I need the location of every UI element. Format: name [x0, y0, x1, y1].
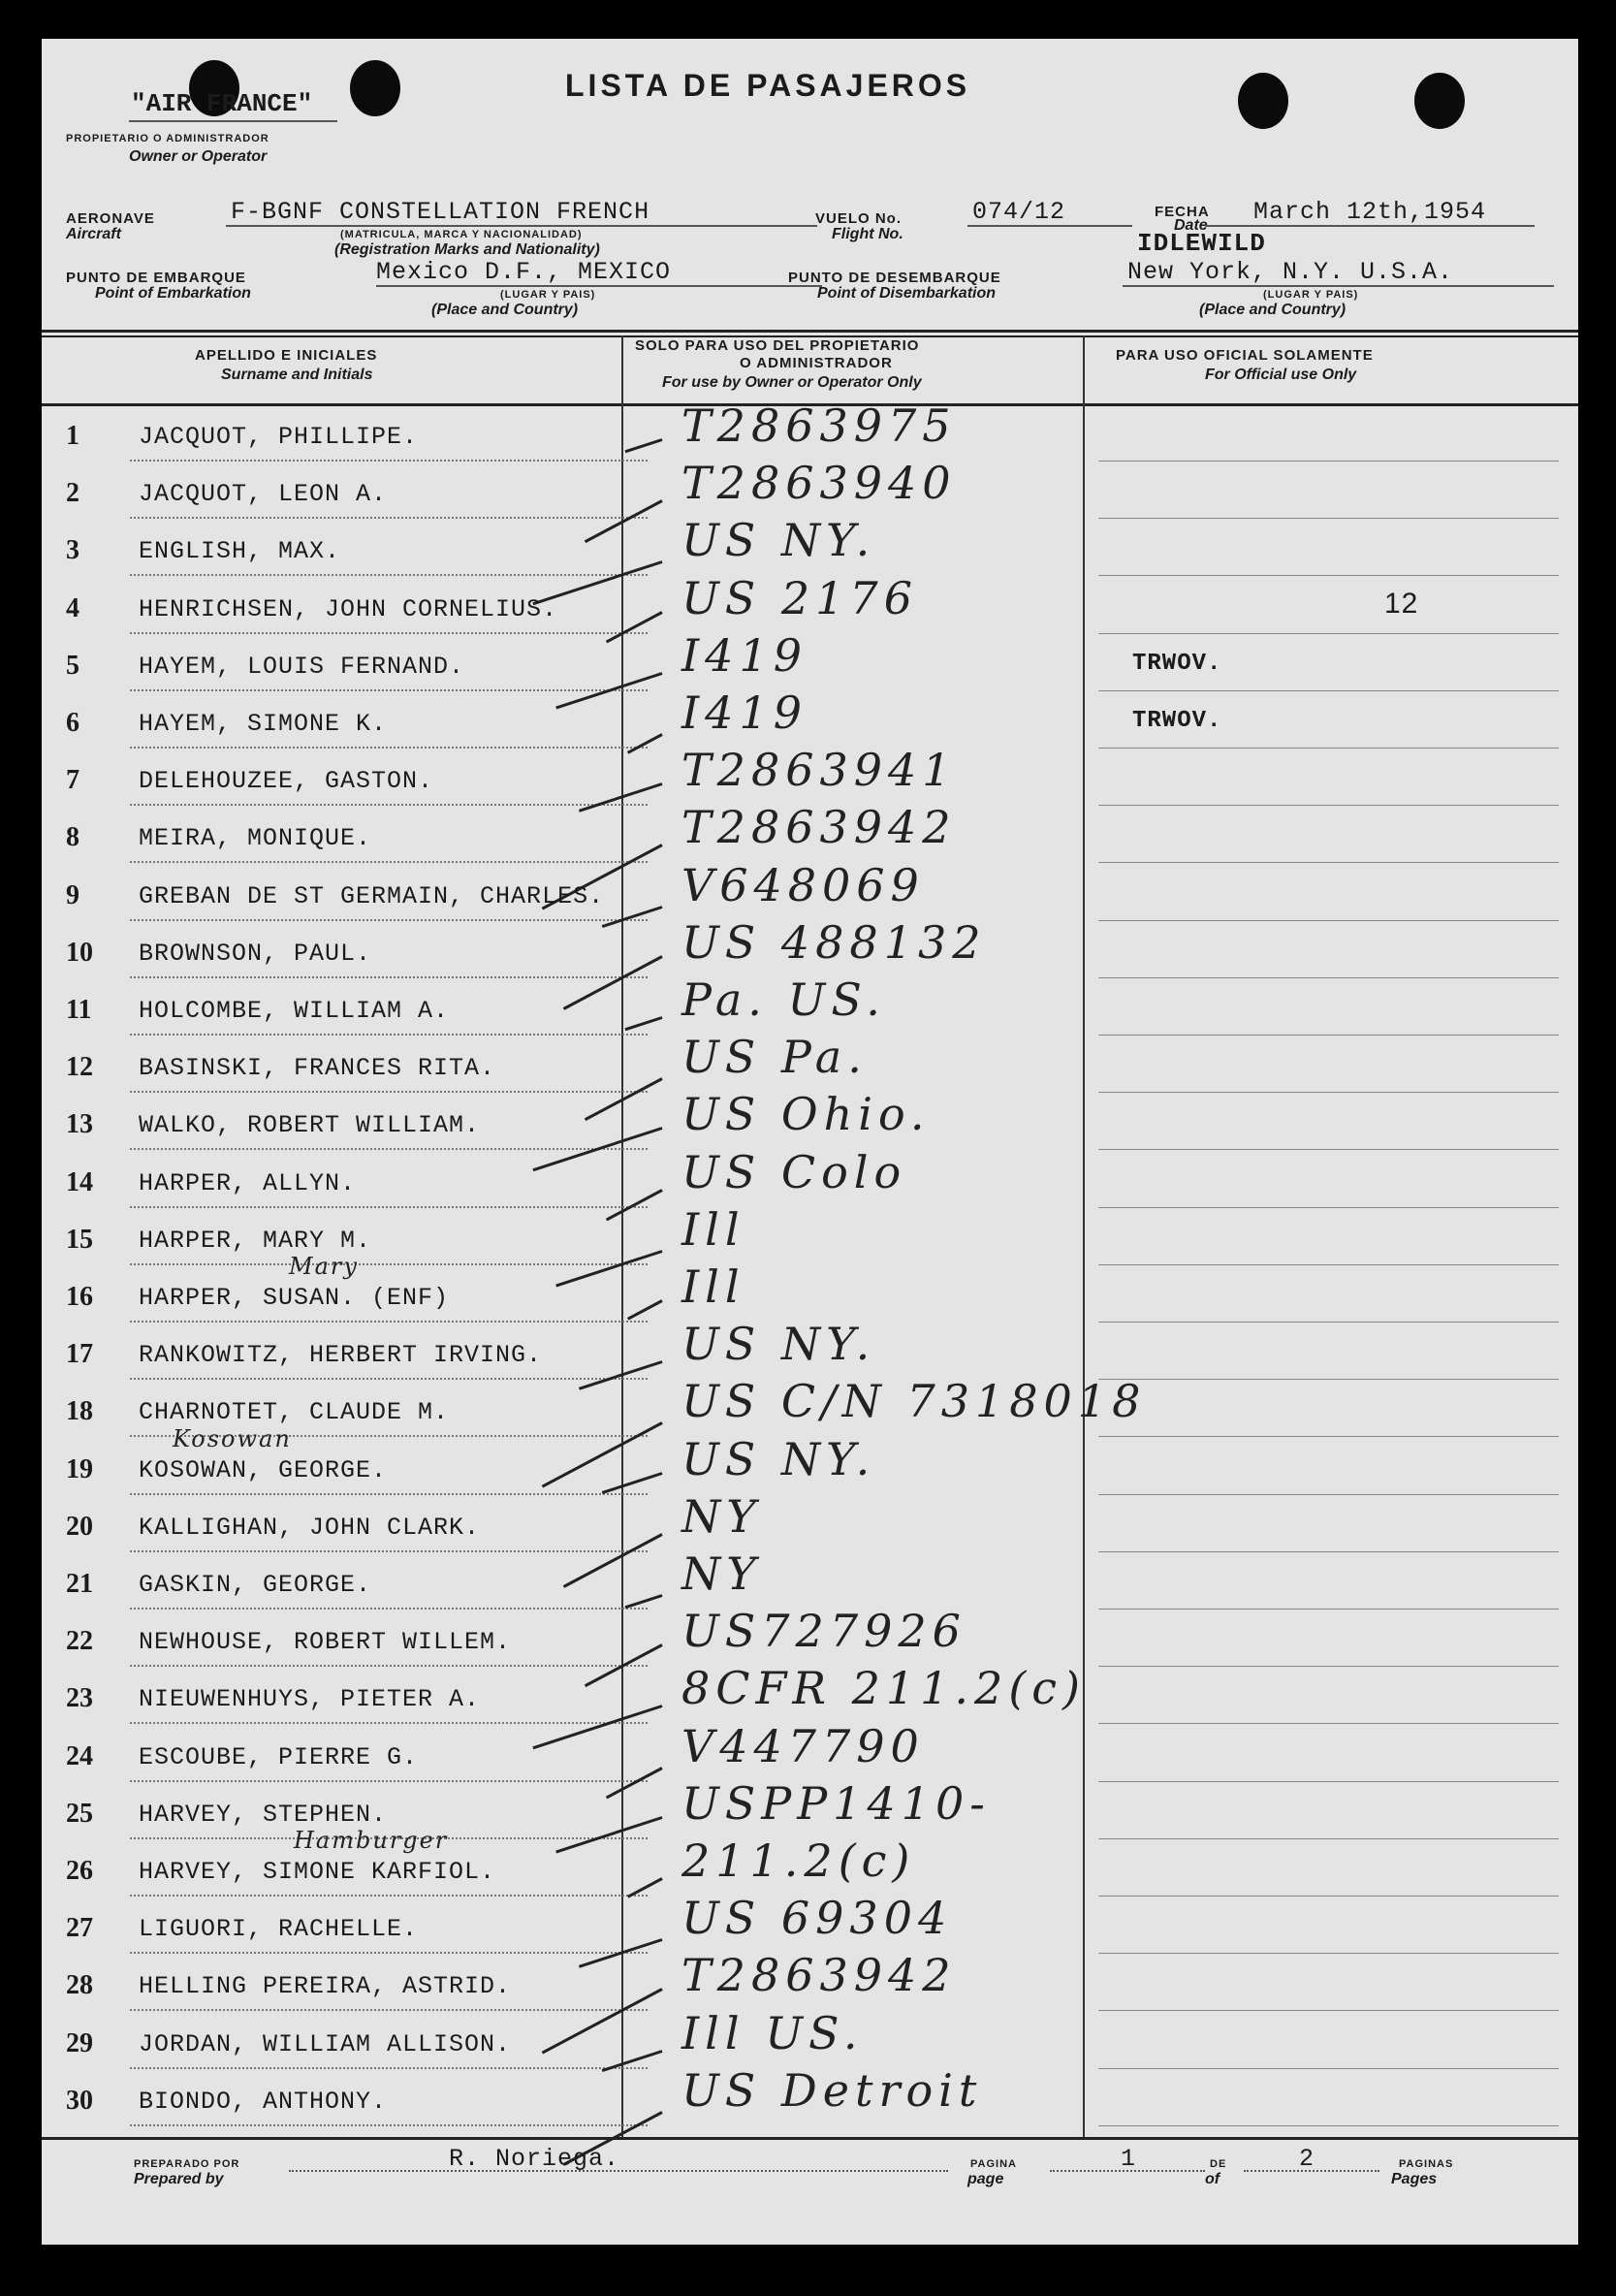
embark-underline	[376, 285, 822, 287]
total-pages: 2	[1299, 2145, 1315, 2173]
official-row-line	[1098, 690, 1559, 691]
row-number: 30	[66, 2085, 93, 2116]
owner-notation: T2863942	[681, 801, 957, 854]
passenger-row	[42, 2063, 1578, 2132]
owner-notation: Ill	[681, 1202, 745, 1256]
row-dotted-line	[130, 574, 648, 576]
row-dotted-line	[130, 1148, 648, 1150]
owner-notation: I419	[681, 686, 808, 739]
passenger-name: NIEUWENHUYS, PIETER A.	[139, 1685, 481, 1714]
operator-label: PROPIETARIO O ADMINISTRADOR	[66, 133, 269, 144]
row-dotted-line	[130, 919, 648, 921]
passenger-name: JORDAN, WILLIAM ALLISON.	[139, 2029, 512, 2058]
row-number: 24	[66, 1740, 93, 1771]
row-number: 6	[66, 708, 79, 738]
passenger-name: BROWNSON, PAUL.	[139, 939, 372, 968]
row-number: 10	[66, 937, 93, 968]
official-row-line	[1098, 1436, 1559, 1437]
page-title: LISTA DE PASAJEROS	[565, 68, 971, 103]
row-number: 11	[66, 995, 92, 1025]
official-row-line	[1098, 805, 1559, 806]
owner-notation: T2863942	[681, 1949, 957, 2002]
col-official-header-en: For Official use Only	[1205, 367, 1357, 383]
row-dotted-line	[130, 2009, 648, 2011]
col-surname-header: APELLIDO E INICIALES	[195, 347, 378, 364]
row-dotted-line	[130, 517, 648, 519]
check-mark	[606, 611, 663, 643]
embark-label-en: Point of Embarkation	[95, 285, 251, 302]
pages-label: PAGINAS	[1399, 2158, 1454, 2170]
passenger-name: HARPER, ALLYN.	[139, 1168, 357, 1197]
prepared-label-en: Prepared by	[134, 2171, 224, 2187]
manifest-page	[42, 39, 1578, 2245]
operator-underline	[129, 120, 337, 122]
owner-notation: US Detroit	[681, 2063, 983, 2117]
disembark-caption: (LUGAR Y PAIS)	[1263, 289, 1359, 301]
passenger-name: HAYEM, LOUIS FERNAND.	[139, 652, 465, 681]
passenger-name: KALLIGHAN, JOHN CLARK.	[139, 1513, 481, 1542]
official-row-line	[1098, 1781, 1559, 1782]
official-row-line	[1098, 1896, 1559, 1897]
passenger-row	[42, 1202, 1578, 1271]
official-notation: TRWOV.	[1132, 650, 1222, 677]
owner-notation: Pa. US.	[681, 973, 886, 1026]
date-label: FECHA	[1155, 204, 1210, 220]
row-dotted-line	[130, 1378, 648, 1380]
owner-notation: 211.2(c)	[681, 1834, 916, 1887]
check-mark	[624, 1016, 662, 1031]
official-row-line	[1098, 977, 1559, 978]
owner-notation: Ill US.	[681, 2006, 864, 2059]
prepared-by-value: R. Noriega.	[449, 2145, 620, 2173]
passenger-name: ESCOUBE, PIERRE G.	[139, 1742, 419, 1771]
owner-notation: US Ohio.	[681, 1088, 931, 1141]
passenger-row	[42, 1424, 1578, 1501]
official-row-line	[1098, 1723, 1559, 1724]
row-number: 29	[66, 2027, 93, 2058]
aircraft-label-en: Aircraft	[66, 226, 121, 242]
passenger-name: WALKO, ROBERT WILLIAM.	[139, 1111, 481, 1140]
owner-notation: US NY.	[681, 1318, 876, 1371]
official-row-line	[1098, 2010, 1559, 2011]
owner-notation: 8CFR 211.2(c)	[681, 1662, 1086, 1715]
row-number: 1	[66, 421, 79, 451]
row-number: 18	[66, 1396, 93, 1427]
flight-number: 074/12	[972, 198, 1066, 226]
official-row-line	[1098, 1666, 1559, 1667]
col-official-header: PARA USO OFICIAL SOLAMENTE	[1116, 347, 1374, 364]
date-value: March 12th,1954	[1253, 198, 1487, 226]
owner-notation: US 2176	[681, 571, 918, 624]
row-dotted-line	[130, 632, 648, 634]
passenger-name: HENRICHSEN, JOHN CORNELIUS.	[139, 594, 558, 623]
row-number: 12	[66, 1052, 93, 1083]
row-dotted-line	[130, 1665, 648, 1667]
row-dotted-line	[130, 1493, 648, 1495]
row-number: 26	[66, 1856, 93, 1886]
handwritten-annotation: Mary	[289, 1253, 359, 1280]
disembark-value: New York, N.Y. U.S.A.	[1127, 258, 1454, 286]
row-number: 8	[66, 822, 79, 853]
col-owner-header: SOLO PARA USO DEL PROPIETARIO	[635, 337, 920, 354]
handwritten-annotation: Hamburger	[294, 1827, 449, 1854]
page-label: PAGINA	[970, 2158, 1017, 2170]
row-number: 9	[66, 879, 79, 910]
prepared-underline	[289, 2170, 948, 2172]
disembark-caption-en: (Place and Country)	[1199, 302, 1347, 318]
page-underline	[1050, 2170, 1205, 2172]
aircraft-caption: (MATRICULA, MARCA Y NACIONALIDAD)	[340, 229, 583, 240]
official-notation: TRWOV.	[1132, 708, 1222, 734]
passenger-name: JACQUOT, LEON A.	[139, 480, 388, 509]
check-mark	[627, 1299, 663, 1320]
owner-notation: US NY.	[681, 1432, 876, 1485]
owner-notation: NY	[681, 1547, 762, 1600]
row-number: 2	[66, 478, 79, 509]
official-row-line	[1098, 2125, 1559, 2126]
punch-hole	[1414, 73, 1465, 129]
row-dotted-line	[130, 1608, 648, 1610]
check-mark	[627, 733, 663, 753]
row-number: 19	[66, 1453, 93, 1484]
disembark-label-en: Point of Disembarkation	[817, 285, 997, 302]
row-dotted-line	[130, 747, 648, 749]
disembark-airport: IDLEWILD	[1137, 229, 1266, 258]
official-row-line	[1098, 748, 1559, 749]
aircraft-label: AERONAVE	[66, 210, 155, 227]
page-label-en: page	[967, 2171, 1004, 2187]
owner-notation: Ill	[681, 1260, 745, 1313]
official-row-line	[1098, 1953, 1559, 1954]
official-row-line	[1098, 633, 1559, 634]
official-row-line	[1098, 1838, 1559, 1839]
passenger-name: HARVEY, STEPHEN.	[139, 1800, 388, 1829]
passenger-name: HAYEM, SIMONE K.	[139, 710, 388, 738]
row-dotted-line	[130, 1091, 648, 1093]
official-row-line	[1098, 1551, 1559, 1552]
official-row-line	[1098, 1092, 1559, 1093]
table-top-rule	[42, 330, 1578, 333]
passenger-row	[42, 1489, 1578, 1558]
punch-hole	[350, 60, 400, 116]
row-number: 3	[66, 535, 79, 566]
pages-label-en: Pages	[1391, 2171, 1438, 2187]
owner-notation: T2863940	[681, 457, 957, 510]
owner-notation: V648069	[681, 858, 925, 911]
passenger-name: HARPER, MARY M.	[139, 1226, 372, 1255]
passenger-name: NEWHOUSE, ROBERT WILLEM.	[139, 1628, 512, 1657]
flight-label-en: Flight No.	[832, 226, 903, 242]
col-surname-header-en: Surname and Initials	[221, 367, 373, 383]
row-number: 15	[66, 1224, 93, 1255]
row-dotted-line	[130, 976, 648, 978]
punch-hole	[1238, 73, 1288, 129]
owner-notation: T2863975	[681, 399, 957, 452]
official-row-line	[1098, 1609, 1559, 1610]
col-owner-header-2: O ADMINISTRADOR	[740, 355, 893, 371]
check-mark	[602, 1472, 663, 1494]
owner-notation: V447790	[681, 1719, 925, 1772]
row-dotted-line	[130, 689, 648, 691]
row-dotted-line	[130, 1780, 648, 1782]
official-row-line	[1098, 575, 1559, 576]
owner-notation: USPP1410-	[681, 1776, 991, 1830]
passenger-name: CHARNOTET, CLAUDE M.	[139, 1398, 450, 1427]
official-row-line	[1098, 1322, 1559, 1323]
passenger-name: HARPER, SUSAN. (ENF)	[139, 1284, 450, 1312]
official-row-line	[1098, 1035, 1559, 1036]
operator-name: "AIR FRANCE"	[131, 89, 313, 118]
owner-notation: US C/N 7318018	[681, 1375, 1147, 1428]
official-notation: 12	[1384, 587, 1419, 620]
passenger-name: MEIRA, MONIQUE.	[139, 824, 372, 853]
embark-caption: (LUGAR Y PAIS)	[500, 289, 596, 301]
embark-caption-en: (Place and Country)	[431, 302, 579, 318]
row-dotted-line	[130, 861, 648, 863]
official-row-line	[1098, 920, 1559, 921]
official-row-line	[1098, 461, 1559, 462]
row-number: 25	[66, 1798, 93, 1829]
row-dotted-line	[130, 2124, 648, 2126]
passenger-name: LIGUORI, RACHELLE.	[139, 1915, 419, 1944]
owner-notation: US 488132	[681, 915, 987, 969]
aircraft-underline	[226, 225, 817, 227]
check-mark	[624, 1594, 662, 1609]
owner-notation: I419	[681, 628, 808, 682]
embark-label: PUNTO DE EMBARQUE	[66, 270, 246, 286]
passenger-name: ENGLISH, MAX.	[139, 537, 341, 566]
official-row-line	[1098, 2068, 1559, 2069]
disembark-label: PUNTO DE DESEMBARQUE	[788, 270, 1001, 286]
passenger-name: BIONDO, ANTHONY.	[139, 2087, 388, 2116]
passenger-name: BASINSKI, FRANCES RITA.	[139, 1054, 496, 1083]
row-number: 23	[66, 1683, 93, 1714]
passenger-name: GASKIN, GEORGE.	[139, 1571, 372, 1599]
passenger-name: JACQUOT, PHILLIPE.	[139, 423, 419, 451]
passenger-name: HARVEY, SIMONE KARFIOL.	[139, 1858, 496, 1886]
handwritten-annotation: Kosowan	[173, 1424, 292, 1452]
row-number: 13	[66, 1109, 93, 1140]
passenger-name: KOSOWAN, GEORGE.	[139, 1455, 388, 1484]
official-row-line	[1098, 518, 1559, 519]
row-dotted-line	[130, 1321, 648, 1323]
passenger-name: HELLING PEREIRA, ASTRID.	[139, 1972, 512, 2001]
row-dotted-line	[130, 1034, 648, 1036]
passenger-row	[42, 1145, 1578, 1214]
row-dotted-line	[130, 2067, 648, 2069]
of-label: DE	[1210, 2158, 1227, 2170]
embark-value: Mexico D.F., MEXICO	[376, 258, 672, 286]
page-number: 1	[1121, 2145, 1137, 2173]
owner-notation: NY	[681, 1489, 762, 1543]
row-dotted-line	[130, 460, 648, 462]
date-label-en: Date	[1174, 217, 1208, 234]
of-label-en: of	[1205, 2171, 1220, 2187]
row-dotted-line	[130, 1952, 648, 1954]
row-number: 16	[66, 1282, 93, 1312]
check-mark	[624, 438, 662, 453]
row-dotted-line	[130, 1895, 648, 1897]
flight-label: VUELO No.	[815, 210, 903, 227]
owner-notation: US NY.	[681, 514, 876, 567]
official-row-line	[1098, 1494, 1559, 1495]
owner-notation: US 69304	[681, 1892, 953, 1945]
passenger-name: HOLCOMBE, WILLIAM A.	[139, 997, 450, 1025]
table-bottom-rule	[42, 2137, 1578, 2140]
row-number: 22	[66, 1626, 93, 1657]
owner-notation: US Pa.	[681, 1031, 868, 1084]
row-number: 17	[66, 1339, 93, 1370]
passenger-name: RANKOWITZ, HERBERT IRVING.	[139, 1341, 543, 1370]
official-row-line	[1098, 1379, 1559, 1380]
row-dotted-line	[130, 1722, 648, 1724]
row-dotted-line	[130, 1263, 648, 1265]
check-mark	[579, 782, 663, 813]
col-owner-header-en: For use by Owner or Operator Only	[662, 374, 922, 391]
official-row-line	[1098, 1149, 1559, 1150]
row-dotted-line	[130, 804, 648, 806]
aircraft-value: F-BGNF CONSTELLATION FRENCH	[231, 198, 650, 226]
owner-notation: US Colo	[681, 1145, 907, 1198]
passenger-row	[42, 571, 1578, 640]
official-row-line	[1098, 1207, 1559, 1208]
operator-label-en: Owner or Operator	[129, 148, 268, 165]
official-row-line	[1098, 1264, 1559, 1265]
passenger-row	[42, 628, 1578, 697]
row-number: 27	[66, 1913, 93, 1944]
row-dotted-line	[130, 1206, 648, 1208]
row-number: 14	[66, 1166, 93, 1197]
aircraft-caption-en: (Registration Marks and Nationality)	[334, 241, 600, 258]
check-mark	[602, 906, 663, 928]
total-underline	[1244, 2170, 1379, 2172]
passenger-name: DELEHOUZEE, GASTON.	[139, 767, 434, 796]
row-dotted-line	[130, 1550, 648, 1552]
row-number: 5	[66, 650, 79, 681]
owner-notation: US727926	[681, 1605, 966, 1658]
row-number: 7	[66, 765, 79, 796]
flight-underline	[967, 225, 1132, 227]
row-number: 21	[66, 1569, 93, 1599]
row-number: 28	[66, 1970, 93, 2001]
official-row-line	[1098, 862, 1559, 863]
date-underline	[1205, 225, 1535, 227]
prepared-label: PREPARADO POR	[134, 2158, 240, 2170]
passenger-name: GREBAN DE ST GERMAIN, CHARLES.	[139, 881, 605, 910]
disembark-underline	[1123, 285, 1554, 287]
row-number: 20	[66, 1511, 93, 1542]
row-number: 4	[66, 592, 79, 623]
owner-notation: T2863941	[681, 744, 957, 797]
